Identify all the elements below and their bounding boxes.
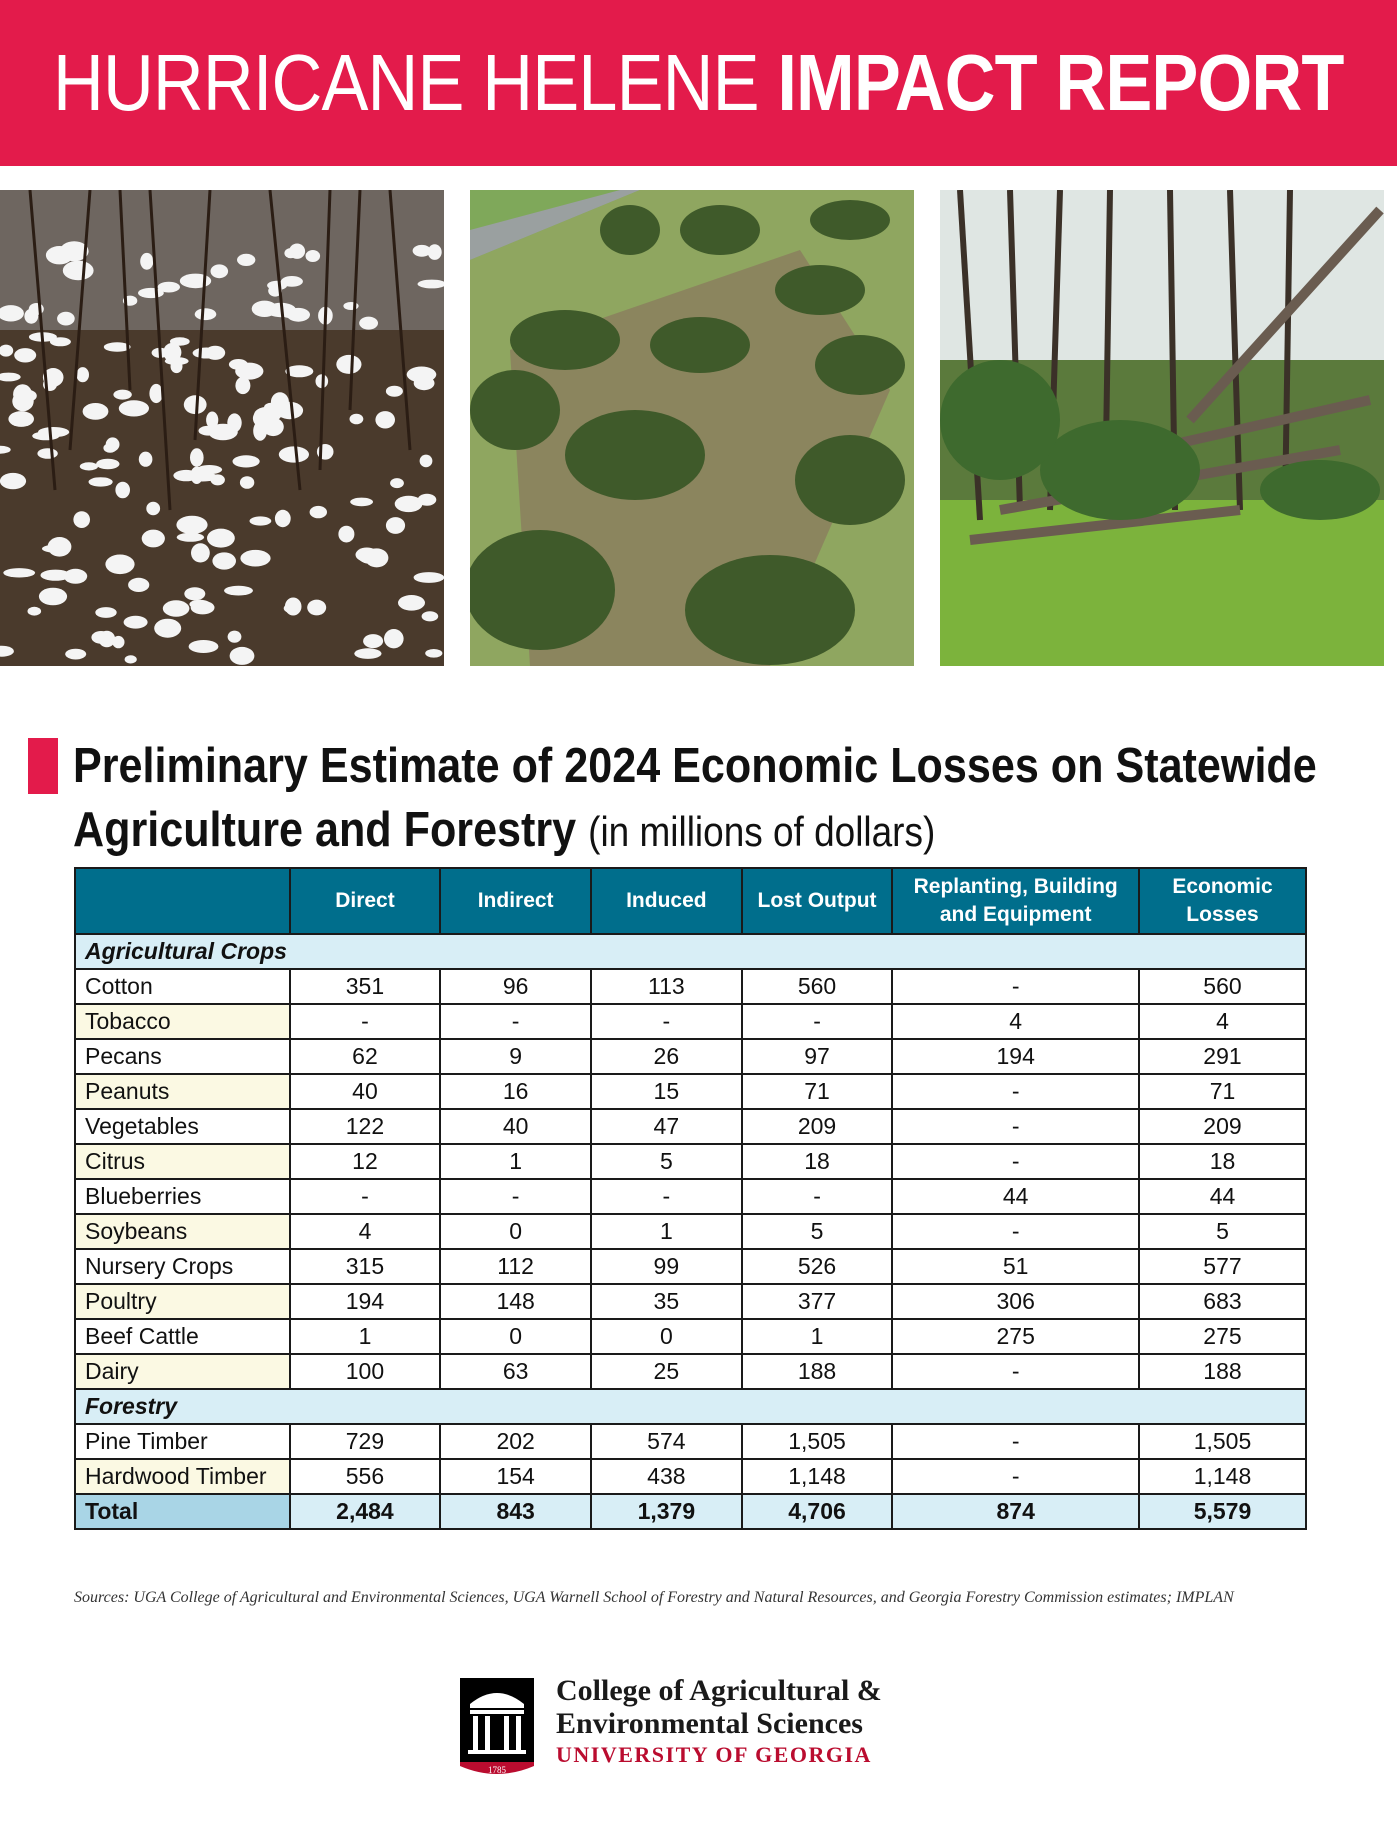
cotton-boll xyxy=(233,455,260,467)
cotton-boll xyxy=(350,414,364,425)
cotton-boll xyxy=(354,648,381,659)
total-label: Total xyxy=(75,1494,290,1529)
table-row xyxy=(75,1214,1306,1249)
table-row xyxy=(75,1074,1306,1109)
report-title-bold: IMPACT REPORT xyxy=(777,38,1344,127)
row-value: 51 xyxy=(892,1249,1139,1284)
cotton-boll xyxy=(275,510,291,527)
heading-accent-bar xyxy=(28,738,58,794)
row-value: 15 xyxy=(591,1074,742,1109)
economic-losses-table xyxy=(74,867,1307,1530)
row-value: 71 xyxy=(742,1074,893,1109)
row-value: 560 xyxy=(742,969,893,1004)
row-value: 683 xyxy=(1139,1284,1306,1319)
table-body xyxy=(75,934,1306,1529)
row-label: Peanuts xyxy=(75,1074,290,1109)
uga-arch-logo xyxy=(460,1678,534,1778)
college-wordmark xyxy=(556,1674,882,1770)
row-label: Cotton xyxy=(75,969,290,1004)
row-value: - xyxy=(892,969,1139,1004)
cotton-boll xyxy=(139,452,153,467)
cotton-boll xyxy=(263,418,284,436)
cotton-boll xyxy=(154,619,181,638)
row-value: 25 xyxy=(591,1354,742,1389)
row-value: - xyxy=(892,1354,1139,1389)
row-value: 0 xyxy=(440,1214,591,1249)
table-row xyxy=(75,1039,1306,1074)
row-value: - xyxy=(290,1004,441,1039)
cotton-boll xyxy=(230,647,255,665)
cotton-boll xyxy=(57,312,75,326)
row-value: 5 xyxy=(742,1214,893,1249)
row-label: Citrus xyxy=(75,1144,290,1179)
cotton-boll xyxy=(0,473,26,489)
column-header-induced: Induced xyxy=(591,868,742,934)
cotton-boll xyxy=(350,498,373,507)
table-row xyxy=(75,1284,1306,1319)
column-header-indirect: Indirect xyxy=(440,868,591,934)
cotton-boll xyxy=(407,367,437,383)
cotton-boll xyxy=(165,357,189,365)
row-value: 100 xyxy=(290,1354,441,1389)
cotton-boll xyxy=(80,462,98,470)
cotton-boll xyxy=(163,600,190,616)
row-value: 1 xyxy=(591,1214,742,1249)
cotton-boll xyxy=(64,569,87,584)
section-row xyxy=(75,934,1306,969)
cotton-boll xyxy=(176,516,207,534)
total-value: 2,484 xyxy=(290,1494,441,1529)
cotton-boll xyxy=(103,443,116,452)
cotton-boll xyxy=(115,482,130,499)
cotton-boll xyxy=(68,261,82,269)
table-heading xyxy=(73,734,1317,864)
cotton-boll xyxy=(336,355,361,374)
row-value: 1,505 xyxy=(742,1424,893,1459)
cotton-boll xyxy=(105,555,134,575)
cotton-boll xyxy=(91,631,110,644)
cotton-boll xyxy=(124,616,148,629)
cotton-field-photo xyxy=(0,190,444,666)
cotton-boll xyxy=(193,348,221,359)
cotton-boll xyxy=(386,517,405,534)
cotton-boll xyxy=(46,246,73,264)
row-value: 351 xyxy=(290,969,441,1004)
cotton-boll xyxy=(289,244,305,259)
row-value: 5 xyxy=(591,1144,742,1179)
fallen-pine-timber-photo xyxy=(940,190,1384,666)
cotton-boll xyxy=(306,250,321,262)
section-label: Agricultural Crops xyxy=(75,934,1306,969)
row-value: 122 xyxy=(290,1109,441,1144)
row-value: 112 xyxy=(440,1249,591,1284)
table-row xyxy=(75,1459,1306,1494)
row-value: 18 xyxy=(742,1144,893,1179)
row-value: 71 xyxy=(1139,1074,1306,1109)
cotton-boll xyxy=(184,395,207,414)
row-value: 5 xyxy=(1139,1214,1306,1249)
cotton-boll xyxy=(89,477,113,486)
row-value: 209 xyxy=(742,1109,893,1144)
cotton-boll xyxy=(24,309,38,324)
table-row xyxy=(75,1249,1306,1284)
table-heading-units: (in millions of dollars) xyxy=(588,808,936,855)
row-value: 62 xyxy=(290,1039,441,1074)
row-value: - xyxy=(440,1179,591,1214)
row-value: 4 xyxy=(892,1004,1139,1039)
cotton-boll xyxy=(358,549,384,564)
section-row xyxy=(75,1389,1306,1424)
report-banner xyxy=(0,0,1397,166)
cotton-boll xyxy=(73,511,90,528)
cotton-boll xyxy=(195,308,217,320)
cotton-boll xyxy=(14,348,36,362)
row-value: 202 xyxy=(440,1424,591,1459)
cotton-boll xyxy=(359,317,378,330)
total-row xyxy=(75,1494,1306,1529)
cotton-boll xyxy=(125,655,137,663)
cotton-boll xyxy=(418,494,437,506)
cotton-boll xyxy=(39,588,67,606)
total-value: 4,706 xyxy=(742,1494,893,1529)
cotton-boll xyxy=(76,367,89,382)
row-value: 194 xyxy=(892,1039,1139,1074)
cotton-boll xyxy=(177,533,204,542)
row-value: 377 xyxy=(742,1284,893,1319)
row-value: 209 xyxy=(1139,1109,1306,1144)
cotton-boll xyxy=(428,244,442,260)
cotton-boll xyxy=(211,264,229,278)
cotton-boll xyxy=(146,502,160,515)
table-heading-line1: Preliminary Estimate of 2024 Economic Losses on Statewide xyxy=(73,739,1317,793)
cotton-boll xyxy=(422,611,439,621)
row-value: 0 xyxy=(440,1319,591,1354)
row-value: - xyxy=(591,1004,742,1039)
row-value: 113 xyxy=(591,969,742,1004)
row-value: - xyxy=(440,1004,591,1039)
cotton-boll xyxy=(37,448,57,459)
cotton-boll xyxy=(279,446,309,462)
cotton-boll xyxy=(3,568,35,577)
row-value: 275 xyxy=(1139,1319,1306,1354)
total-value: 1,379 xyxy=(591,1494,742,1529)
row-value: 275 xyxy=(892,1319,1139,1354)
cotton-boll xyxy=(235,363,263,380)
row-value: 16 xyxy=(440,1074,591,1109)
row-value: 438 xyxy=(591,1459,742,1494)
row-value: - xyxy=(892,1424,1139,1459)
row-value: 18 xyxy=(1139,1144,1306,1179)
row-label: Soybeans xyxy=(75,1214,290,1249)
row-value: - xyxy=(892,1214,1139,1249)
total-value: 5,579 xyxy=(1139,1494,1306,1529)
row-label: Tobacco xyxy=(75,1004,290,1039)
row-value: - xyxy=(742,1004,893,1039)
row-value: 154 xyxy=(440,1459,591,1494)
row-value: 1 xyxy=(290,1319,441,1354)
column-header-lost-output: Lost Output xyxy=(742,868,893,934)
table-row xyxy=(75,1004,1306,1039)
table-row xyxy=(75,1319,1306,1354)
cotton-boll xyxy=(138,288,164,298)
row-value: 40 xyxy=(440,1109,591,1144)
row-value: 574 xyxy=(591,1424,742,1459)
row-value: 1,505 xyxy=(1139,1424,1306,1459)
pecan-orchard-photo xyxy=(470,190,914,666)
table-row xyxy=(75,1354,1306,1389)
row-label: Pecans xyxy=(75,1039,290,1074)
cotton-boll xyxy=(13,384,32,404)
logo-year: 1785 xyxy=(488,1765,506,1775)
row-value: 1,148 xyxy=(742,1459,893,1494)
row-value: 4 xyxy=(1139,1004,1306,1039)
table-row xyxy=(75,969,1306,1004)
row-value: 0 xyxy=(591,1319,742,1354)
total-value: 874 xyxy=(892,1494,1139,1529)
row-value: 9 xyxy=(440,1039,591,1074)
row-label: Nursery Crops xyxy=(75,1249,290,1284)
cotton-boll xyxy=(189,640,219,653)
cotton-boll xyxy=(363,634,383,648)
cotton-boll xyxy=(184,587,205,600)
row-value: 12 xyxy=(290,1144,441,1179)
cotton-boll xyxy=(142,530,165,548)
sources-note: Sources: UGA College of Agricultural and Environmental Sciences, UGA Warnell School of Forestry and Natural Resources, and Georgia Forestry Commission estimates; IMPLAN xyxy=(74,1589,1234,1606)
table-heading-line2: Agriculture and Forestry xyxy=(73,803,577,857)
row-value: 1,148 xyxy=(1139,1459,1306,1494)
row-value: 577 xyxy=(1139,1249,1306,1284)
cotton-boll xyxy=(375,411,395,428)
cotton-boll xyxy=(197,465,223,474)
row-value: - xyxy=(591,1179,742,1214)
row-value: - xyxy=(742,1179,893,1214)
row-label: Pine Timber xyxy=(75,1424,290,1459)
row-value: 26 xyxy=(591,1039,742,1074)
cotton-boll xyxy=(386,386,403,397)
row-value: - xyxy=(892,1144,1139,1179)
cotton-boll xyxy=(48,537,72,557)
row-value: 291 xyxy=(1139,1039,1306,1074)
college-name-line1: College of Agricultural & xyxy=(556,1674,882,1707)
row-value: 35 xyxy=(591,1284,742,1319)
report-title xyxy=(53,37,1343,129)
cotton-boll xyxy=(420,455,433,468)
row-label: Dairy xyxy=(75,1354,290,1389)
report-title-light: HURRICANE HELENE xyxy=(53,38,759,127)
row-value: 188 xyxy=(1139,1354,1306,1389)
row-value: 194 xyxy=(290,1284,441,1319)
row-value: 96 xyxy=(440,969,591,1004)
cotton-boll xyxy=(240,476,254,489)
college-name-line2: Environmental Sciences xyxy=(556,1707,863,1740)
cotton-boll xyxy=(199,426,219,436)
cotton-boll xyxy=(32,432,59,441)
cotton-boll xyxy=(228,631,242,643)
cotton-boll xyxy=(310,506,327,518)
row-value: 44 xyxy=(892,1179,1139,1214)
row-label: Vegetables xyxy=(75,1109,290,1144)
cotton-boll xyxy=(190,448,204,467)
cotton-boll xyxy=(83,403,109,420)
column-header-direct: Direct xyxy=(290,868,441,934)
row-value: 556 xyxy=(290,1459,441,1494)
row-label: Hardwood Timber xyxy=(75,1459,290,1494)
cotton-boll xyxy=(140,253,153,270)
table-row xyxy=(75,1109,1306,1144)
cotton-boll xyxy=(96,459,119,470)
row-value: - xyxy=(892,1459,1139,1494)
row-value: 188 xyxy=(742,1354,893,1389)
cotton-boll xyxy=(390,478,404,488)
row-value: 40 xyxy=(290,1074,441,1109)
cotton-boll xyxy=(189,600,210,609)
row-value: 99 xyxy=(591,1249,742,1284)
row-value: 148 xyxy=(440,1284,591,1319)
cotton-boll xyxy=(212,552,236,569)
row-value: 1 xyxy=(742,1319,893,1354)
row-value: 97 xyxy=(742,1039,893,1074)
cotton-boll xyxy=(338,526,354,543)
cotton-boll xyxy=(128,578,149,592)
cotton-boll xyxy=(237,254,255,266)
cotton-boll xyxy=(425,649,442,658)
row-value: 1 xyxy=(440,1144,591,1179)
row-label: Blueberries xyxy=(75,1179,290,1214)
row-value: 526 xyxy=(742,1249,893,1284)
row-value: 560 xyxy=(1139,969,1306,1004)
table-row xyxy=(75,1424,1306,1459)
row-value: 63 xyxy=(440,1354,591,1389)
header-blank xyxy=(75,868,290,934)
cotton-boll xyxy=(398,595,425,611)
table-row xyxy=(75,1179,1306,1214)
row-value: 306 xyxy=(892,1284,1139,1319)
cotton-boll xyxy=(414,572,444,583)
cotton-boll xyxy=(8,411,34,427)
column-header-economic-losses: Economic Losses xyxy=(1139,868,1306,934)
cotton-boll xyxy=(95,607,116,618)
cotton-boll xyxy=(250,516,272,525)
row-value: - xyxy=(892,1109,1139,1144)
cotton-boll xyxy=(307,600,326,616)
table-header-row xyxy=(75,868,1306,934)
cotton-boll xyxy=(384,629,404,648)
cotton-boll xyxy=(284,603,300,613)
table-row xyxy=(75,1144,1306,1179)
cotton-boll xyxy=(240,550,270,567)
row-value: 315 xyxy=(290,1249,441,1284)
section-label: Forestry xyxy=(75,1389,1306,1424)
row-value: 729 xyxy=(290,1424,441,1459)
cotton-boll xyxy=(224,586,253,596)
row-label: Beef Cattle xyxy=(75,1319,290,1354)
cotton-boll xyxy=(191,543,210,562)
row-value: - xyxy=(290,1179,441,1214)
row-value: 4 xyxy=(290,1214,441,1249)
cotton-boll xyxy=(65,649,86,660)
university-name: UNIVERSITY OF GEORGIA xyxy=(556,1742,872,1767)
row-label: Poultry xyxy=(75,1284,290,1319)
cotton-boll xyxy=(207,529,235,548)
total-value: 843 xyxy=(440,1494,591,1529)
cotton-boll xyxy=(180,274,211,289)
row-value: - xyxy=(892,1074,1139,1109)
cotton-boll xyxy=(28,607,42,616)
cotton-boll xyxy=(113,390,131,400)
row-value: 44 xyxy=(1139,1179,1306,1214)
cotton-boll xyxy=(119,400,149,416)
column-header-replanting: Replanting, Building and Equipment xyxy=(892,868,1139,934)
row-value: 47 xyxy=(591,1109,742,1144)
